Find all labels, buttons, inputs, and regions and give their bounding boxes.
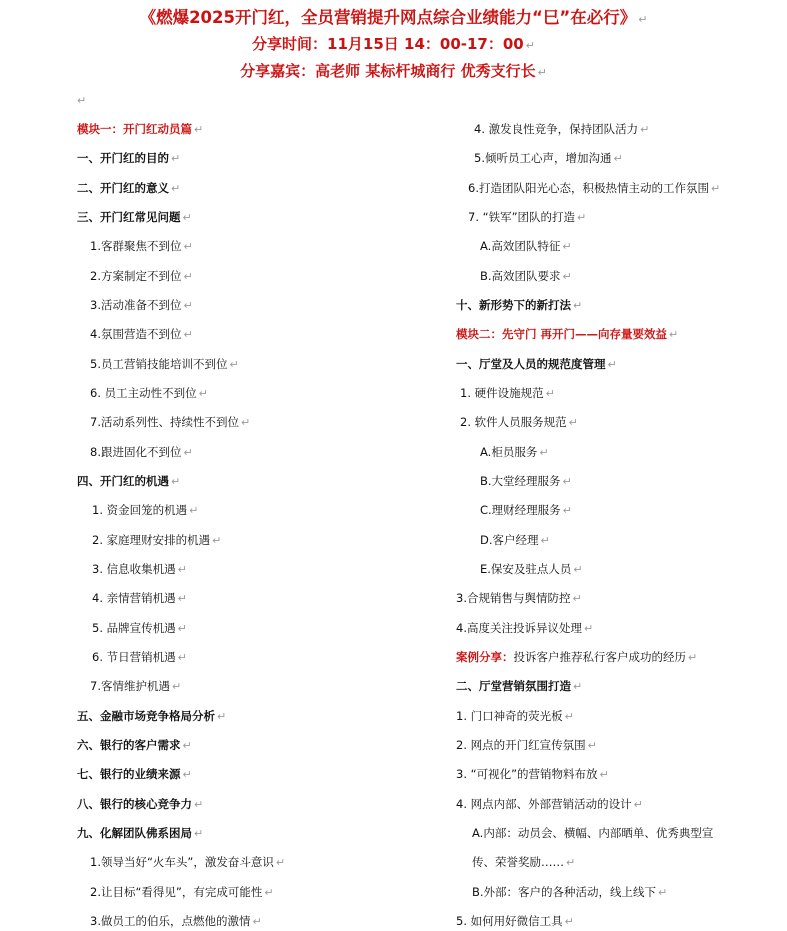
outline-item: 2. 网点的开门红宣传氛围 ↵ [456, 738, 597, 752]
outline-item: 6. 节日营销机遇 ↵ [92, 650, 187, 664]
outline-subitem: D.客户经理 ↵ [480, 533, 550, 547]
outline-subitem: A.高效团队特征 ↵ [480, 239, 572, 253]
outline-item: 2.方案制定不到位 ↵ [90, 269, 193, 283]
outline-item: 4. 亲情营销机遇 ↵ [92, 591, 187, 605]
outline-subitem: A.柜员服务 ↵ [480, 445, 549, 459]
outline-item: 3. “可视化”的营销物料布放 ↵ [456, 767, 609, 781]
outline-subitem: B.高效团队要求 ↵ [480, 269, 572, 283]
outline-subitem: B.大堂经理服务 ↵ [480, 474, 572, 488]
outline-item: 1.客群聚焦不到位 ↵ [90, 239, 193, 253]
outline-item: 7.客情维护机遇 ↵ [90, 679, 182, 693]
case-share-line: 案例分享：投诉客户推荐私行客户成功的经历 ↵ [456, 650, 698, 664]
outline-heading: 五、金融市场竞争格局分析 ↵ [77, 709, 227, 723]
outline-heading: 四、开门红的机遇 ↵ [77, 474, 181, 488]
outline-heading: 三、开门红常见问题 ↵ [77, 210, 192, 224]
outline-subitem: C.理财经理服务 ↵ [480, 503, 572, 517]
share-speaker: 分享嘉宾：高老师 某标杆城商行 优秀支行长 ↵ [240, 62, 547, 80]
paragraph-mark-icon: ↵ [638, 13, 648, 26]
outline-subitem: E.保安及驻点人员 ↵ [480, 562, 583, 576]
outline-heading: 一、开门红的目的 ↵ [77, 151, 181, 165]
outline-item: 3. 信息收集机遇 ↵ [92, 562, 187, 576]
outline-heading: 二、厅堂营销氛围打造 ↵ [456, 679, 583, 693]
outline-item: 4.高度关注投诉异议处理 ↵ [456, 621, 594, 635]
outline-item: 5.倾听员工心声，增加沟通 ↵ [474, 151, 623, 165]
share-time: 分享时间：11月15日 14：00-17：00 ↵ [252, 35, 535, 53]
outline-item: 5.员工营销技能培训不到位 ↵ [90, 357, 239, 371]
outline-item: 8.跟进固化不到位 ↵ [90, 445, 193, 459]
outline-item: 2. 软件人员服务规范 ↵ [460, 415, 578, 429]
outline-item: 7.活动系列性、持续性不到位 ↵ [90, 415, 251, 429]
outline-heading: 八、银行的核心竞争力 ↵ [77, 797, 204, 811]
outline-item: 1. 硬件设施规范 ↵ [460, 386, 555, 400]
outline-heading: 十、新形势下的新打法 ↵ [456, 298, 583, 312]
paragraph-mark-icon: ↵ [525, 39, 535, 52]
outline-item: 1. 门口神奇的荧光板 ↵ [456, 709, 574, 723]
outline-item: 4. 激发良性竞争，保持团队活力 ↵ [474, 122, 650, 136]
outline-heading: 二、开门红的意义 ↵ [77, 181, 181, 195]
outline-item: 3.活动准备不到位 ↵ [90, 298, 193, 312]
outline-item: 2. 家庭理财安排的机遇 ↵ [92, 533, 222, 547]
document-title: 《燃爆2025开门红，全员营销提升网点综合业绩能力“巳”在必行》 ↵ [139, 8, 648, 27]
outline-heading: 九、化解团队佛系困局 ↵ [77, 826, 204, 840]
outline-item: 6. 员工主动性不到位 ↵ [90, 386, 208, 400]
outline-subitem: A.内部：动员会、横幅、内部晒单、优秀典型宣 [472, 826, 714, 840]
outline-item: 4. 网点内部、外部营销活动的设计 ↵ [456, 797, 643, 811]
outline-subitem-continued: 传、荣誉奖励…… ↵ [472, 855, 576, 869]
outline-item: 4.氛围营造不到位 ↵ [90, 327, 193, 341]
outline-item: 6.打造团队阳光心态，积极热情主动的工作氛围 ↵ [468, 181, 721, 195]
paragraph-mark-icon: ↵ [537, 66, 547, 79]
outline-item: 1. 资金回笼的机遇 ↵ [92, 503, 199, 517]
outline-item: 7. “铁军”团队的打造 ↵ [468, 210, 587, 224]
outline-item: 5. 品牌宣传机遇 ↵ [92, 621, 187, 635]
outline-item: 1.领导当好“火车头”，激发奋斗意识 ↵ [90, 855, 286, 869]
outline-item: 5. 如何用好微信工具 ↵ [456, 914, 574, 928]
outline-subitem: B.外部：客户的各种活动，线上线下 ↵ [472, 885, 668, 899]
outline-item: 3.做员工的伯乐，点燃他的激情 ↵ [90, 914, 262, 928]
module-one-heading: 模块一：开门红动员篇 ↵ [77, 122, 204, 136]
outline-heading: 六、银行的客户需求 ↵ [77, 738, 192, 752]
module-two-heading: 模块二：先守门 再开门——向存量要效益 ↵ [456, 327, 679, 341]
paragraph-mark-icon: ↵ [77, 94, 87, 107]
case-share-label: 案例分享： [456, 650, 514, 664]
outline-item: 2.让目标“看得见”，有完成可能性 ↵ [90, 885, 274, 899]
outline-heading: 七、银行的业绩来源 ↵ [77, 767, 192, 781]
outline-item: 3.合规销售与舆情防控 ↵ [456, 591, 582, 605]
outline-heading: 一、厅堂及人员的规范度管理 ↵ [456, 357, 617, 371]
